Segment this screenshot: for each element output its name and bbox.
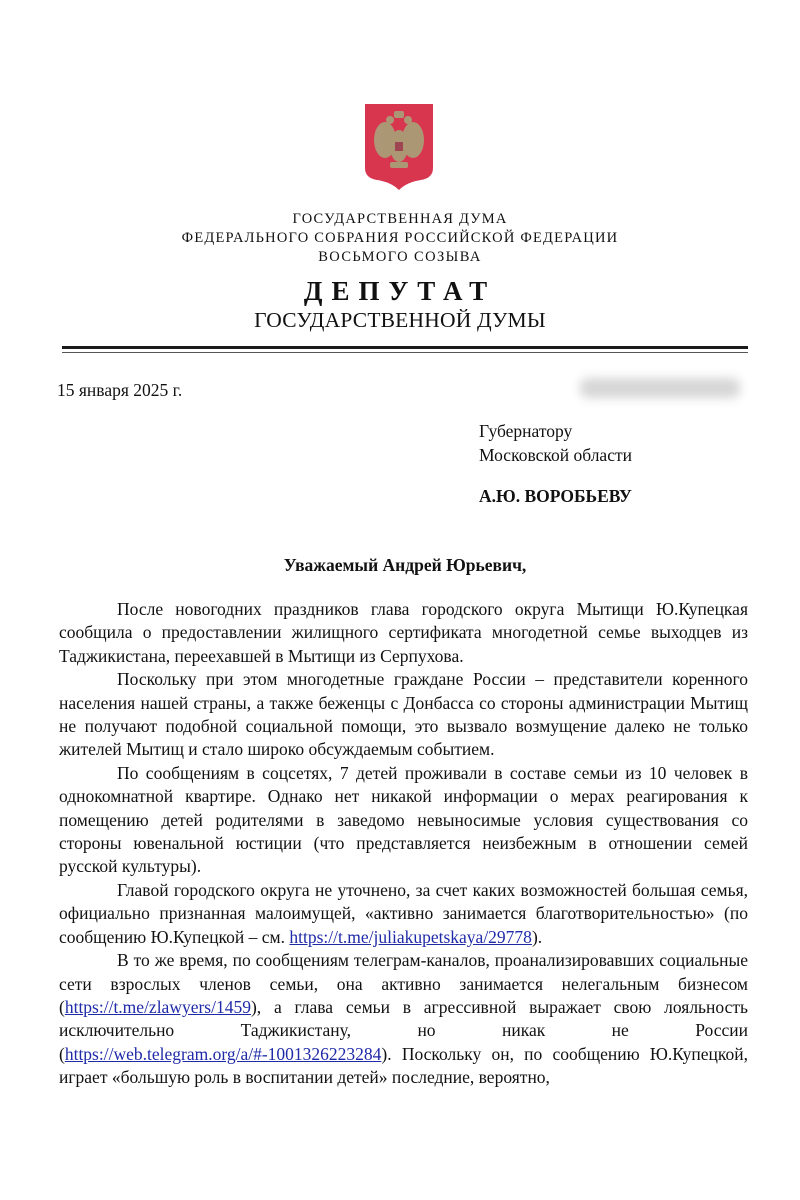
coat-of-arms-emblem xyxy=(363,102,435,192)
recipient-position: Губернатору xyxy=(479,421,573,441)
letterhead-title: ДЕПУТАТ xyxy=(303,276,497,306)
paragraph-1: После новогодних праздников глава городского округа Мытищи Ю.Купецкая сообщила о предоставлении жилищного сертификата многодетной семье выходцев из Таджикистана, переехавшей в Мытищи из Серпухова. xyxy=(59,599,748,666)
recipient-region: Московской области xyxy=(479,445,632,465)
paragraph-4-text-before: Главой городского округа не уточнено, за счет каких возможностей большая семья, официально признанная малоимущей, «активно занимается благотворительностью» (по сообщению Ю.Купецкой – см. xyxy=(59,879,748,947)
link-web-telegram[interactable]: https://web.telegram.org/a/#-1001326223284 xyxy=(64,1043,382,1064)
paragraph-2: Поскольку при этом многодетные граждане России – представители коренного населения нашей страны, а также беженцы с Донбасса со стороны администрации Мытищ не получают подобной социальной помощи, это вызвало возмущение далеко не только жителей Мытищ и стало широко обсуждаемым событием. xyxy=(59,669,748,760)
link-zlawyers[interactable]: https://t.me/zlawyers/1459 xyxy=(64,996,251,1017)
paragraph-4-text-after: ). xyxy=(531,926,543,947)
paragraph-5-text-3: ). Поскольку он, по сообщению Ю.Купецкой, играет «большую роль в воспитании детей» последние, вероятно, xyxy=(59,1043,748,1088)
letterhead-divider-thick xyxy=(62,346,748,349)
paragraph-3: По сообщениям в соцсетях, 7 детей проживали в составе семьи из 10 человек в однокомнатной квартире. Однако нет никакой информации о мерах реагирования к помещению детей родителями в заведомо невыносимые условия существования со стороны ювенальной юстиции (что представляется неизбежным в отношении семей русской культуры). xyxy=(59,762,748,877)
letterhead-line-3: ВОСЬМОГО СОЗЫВА xyxy=(318,249,482,265)
letterhead-line-1: ГОСУДАРСТВЕННАЯ ДУМА xyxy=(292,211,508,227)
letterhead-divider-thin xyxy=(62,352,748,354)
paragraph-5-text-1: В то же время, по сообщениям телеграм-каналов, проанализировавших социальные сети взрослых членов семьи, она активно занимается нелегальным бизнесом ( xyxy=(59,950,748,1017)
salutation: Уважаемый Андрей Юрьевич, xyxy=(283,555,527,575)
paragraph-4 xyxy=(59,879,748,949)
paragraph-5 xyxy=(59,949,748,1089)
link-juliakupetskaya[interactable]: https://t.me/juliakupetskaya/29778 xyxy=(289,926,532,947)
redacted-registration-number xyxy=(580,378,740,398)
letter-body xyxy=(59,598,748,1090)
double-headed-eagle-icon xyxy=(363,102,435,192)
paragraph-5-text-2: ), а глава семьи в агрессивной выражает свою лояльность исключительно Таджикистану, но никак не России ( xyxy=(59,996,748,1064)
letterhead-subtitle: ГОСУДАРСТВЕННОЙ ДУМЫ xyxy=(254,308,546,332)
letter-date: 15 января 2025 г. xyxy=(57,380,183,400)
letterhead-line-2: ФЕДЕРАЛЬНОГО СОБРАНИЯ РОССИЙСКОЙ ФЕДЕРАЦИИ xyxy=(181,230,619,246)
recipient-name: А.Ю. ВОРОБЬЕВУ xyxy=(479,486,632,506)
